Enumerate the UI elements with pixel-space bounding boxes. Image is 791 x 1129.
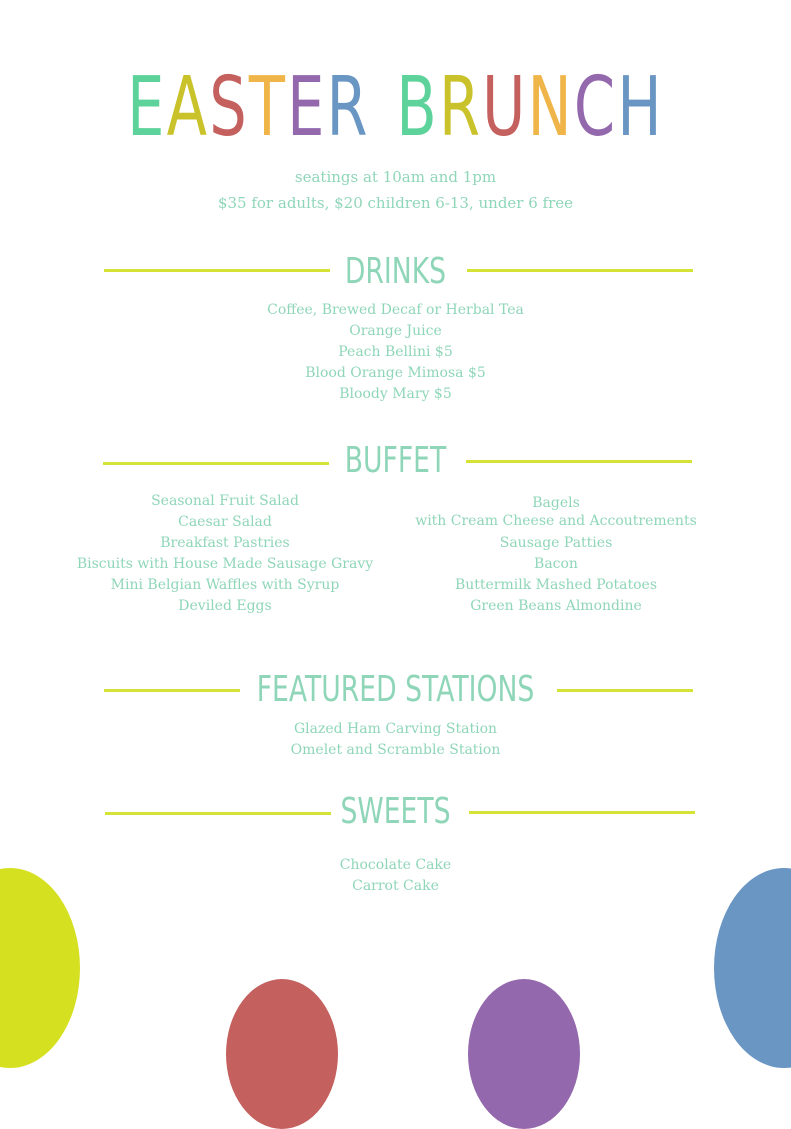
blue-egg-icon: [714, 868, 791, 1068]
seating-times: seatings at 10am and 1pm: [294, 168, 497, 186]
title-letter: H: [617, 60, 664, 155]
list-item: Mini Belgian Waffles with Syrup: [110, 577, 340, 593]
list-item: Breakfast Pastries: [160, 535, 290, 551]
featured-list: [0, 719, 791, 761]
list-item: Chocolate Cake: [339, 857, 452, 873]
title-letter: E: [287, 60, 327, 155]
title-letter: U: [482, 60, 528, 155]
drinks-list: [0, 300, 791, 405]
title-letter: R: [326, 60, 370, 155]
featured-heading: FEATURED STATIONS: [256, 669, 535, 710]
title-letter: E: [127, 60, 167, 155]
list-item: Seasonal Fruit Salad: [151, 493, 299, 509]
list-item: Omelet and Scramble Station: [290, 742, 501, 758]
red-egg-icon: [226, 979, 338, 1129]
list-item: with Cream Cheese and Accoutrements: [415, 513, 697, 529]
buffet-list-right: [406, 494, 706, 617]
title-letter: R: [438, 60, 483, 155]
list-item: Caesar Salad: [178, 514, 272, 530]
drinks-heading: DRINKS: [344, 251, 447, 292]
title-letter: T: [248, 60, 288, 155]
menu-title: [111, 58, 681, 158]
title-letter: A: [166, 60, 210, 155]
title-letter: S: [209, 60, 249, 155]
pricing-info: $35 for adults, $20 children 6-13, under 6 free: [217, 194, 574, 212]
buffet-heading: BUFFET: [344, 440, 447, 481]
list-item: Bagels: [532, 495, 580, 511]
sweets-heading: SWEETS: [340, 791, 451, 832]
list-item: Bloody Mary $5: [339, 386, 452, 402]
list-item: Glazed Ham Carving Station: [293, 721, 498, 737]
list-item: Buttermilk Mashed Potatoes: [454, 577, 658, 593]
list-item: Blood Orange Mimosa $5: [305, 365, 486, 381]
yellow-egg-icon: [0, 868, 80, 1068]
list-item: Biscuits with House Made Sausage Gravy: [76, 556, 374, 572]
list-item: Bacon: [534, 556, 578, 572]
purple-egg-icon: [468, 979, 580, 1129]
list-item: Green Beans Almondine: [470, 598, 642, 614]
title-letter: N: [527, 60, 574, 155]
sweets-list: [0, 855, 791, 897]
title-letter: C: [573, 60, 618, 155]
list-item: Coffee, Brewed Decaf or Herbal Tea: [267, 302, 524, 318]
list-item: Orange Juice: [349, 323, 442, 339]
list-item: Deviled Eggs: [178, 598, 272, 614]
list-item: Peach Bellini $5: [338, 344, 453, 360]
buffet-list-left: [70, 491, 380, 617]
title-letter: B: [396, 60, 439, 155]
title-letter: [370, 58, 397, 158]
list-item: Carrot Cake: [352, 878, 439, 894]
list-item: Sausage Patties: [499, 535, 613, 551]
